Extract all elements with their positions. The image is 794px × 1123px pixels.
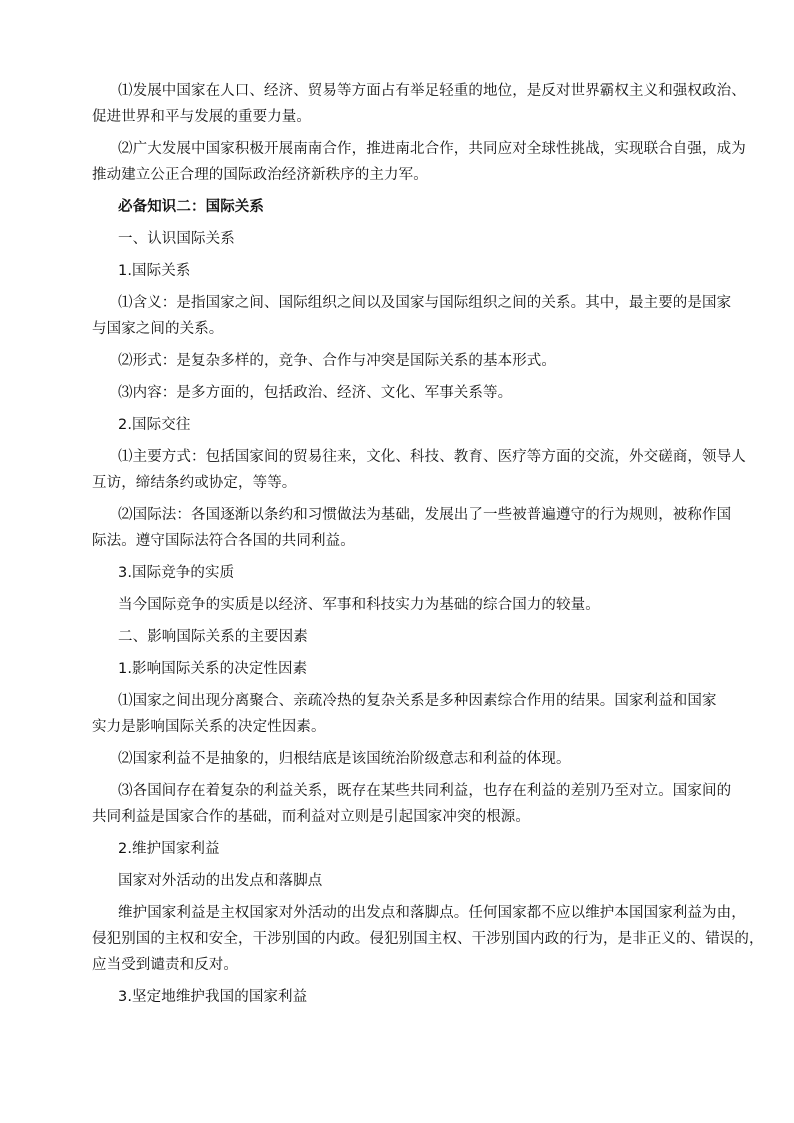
text-line: ⑵广大发展中国家积极开展南南合作，推进南北合作，共同应对全球性挑战，实现联合自强，成为 (118, 141, 746, 157)
text-line: 推动建立公正合理的国际政治经济新秩序的主力军。 (92, 167, 428, 183)
text-line: 促进世界和平与发展的重要力量。 (92, 109, 311, 125)
text-line: ⑴主要方式：包括国家间的贸易往来，文化、科技、教育、医疗等方面的交流，外交磋商，领导人 (118, 449, 746, 465)
section-heading: 必备知识二：国际关系 (118, 199, 264, 215)
text-line: 应当受到谴责和反对。 (92, 957, 238, 973)
paragraph (92, 348, 710, 374)
text-line: 际法。遵守国际法符合各国的共同利益。 (92, 533, 355, 549)
paragraph (92, 592, 710, 618)
text-line: 3.国际竞争的实质 (118, 565, 235, 581)
paragraph (92, 194, 710, 220)
paragraph (92, 380, 710, 406)
text-line: 二、影响国际关系的主要因素 (118, 629, 308, 645)
text-line: 与国家之间的关系。 (92, 321, 224, 337)
paragraph (92, 688, 717, 740)
text-line: 侵犯别国的主权和安全，干涉别国的内政。侵犯别国主权、干涉别国内政的行为，是非正义的、错误的， (92, 931, 764, 947)
text-line: 维护国家利益是主权国家对外活动的出发点和落脚点。任何国家都不应以维护本国国家利益为由， (118, 905, 746, 921)
document-page (92, 78, 764, 1010)
paragraph (92, 836, 710, 862)
paragraph (92, 868, 710, 894)
paragraph (92, 656, 710, 682)
paragraph (92, 136, 746, 188)
paragraph (92, 778, 732, 830)
text-line: 实力是影响国际关系的决定性因素。 (92, 719, 326, 735)
paragraph (92, 746, 710, 772)
text-line: 3.坚定地维护我国的国家利益 (118, 989, 308, 1005)
text-line: 共同利益是国家合作的基础，而利益对立则是引起国家冲突的根源。 (92, 809, 530, 825)
text-line: 1.影响国际关系的决定性因素 (118, 661, 308, 677)
text-line: ⑶各国间存在着复杂的利益关系，既存在某些共同利益，也存在利益的差别乃至对立。国家间的 (118, 783, 732, 799)
text-line: ⑶内容：是多方面的，包括政治、经济、文化、军事关系等。 (118, 385, 513, 401)
text-line: 当今国际竞争的实质是以经济、军事和科技实力为基础的综合国力的较量。 (118, 597, 600, 613)
paragraph (92, 226, 710, 252)
paragraph (92, 984, 710, 1010)
paragraph (92, 290, 732, 342)
text-line: ⑵国家利益不是抽象的，归根结底是该国统治阶级意志和利益的体现。 (118, 751, 571, 767)
paragraph (92, 444, 746, 496)
paragraph (92, 258, 710, 284)
paragraph (92, 900, 764, 978)
paragraph (92, 78, 746, 130)
paragraph (92, 624, 710, 650)
text-line: ⑵形式：是复杂多样的，竞争、合作与冲突是国际关系的基本形式。 (118, 353, 556, 369)
text-line: ⑴发展中国家在人口、经济、贸易等方面占有举足轻重的地位，是反对世界霸权主义和强权政治、 (118, 83, 746, 99)
text-line: ⑴国家之间出现分离聚合、亲疏冷热的复杂关系是多种因素综合作用的结果。国家利益和国家 (118, 693, 717, 709)
paragraph (92, 412, 710, 438)
text-line: 国家对外活动的出发点和落脚点 (118, 873, 323, 889)
text-line: 1.国际关系 (118, 263, 191, 279)
paragraph (92, 560, 710, 586)
paragraph (92, 502, 732, 554)
text-line: ⑵国际法：各国逐渐以条约和习惯做法为基础，发展出了一些被普遍遵守的行为规则，被称作国 (118, 507, 732, 523)
text-line: ⑴含义：是指国家之间、国际组织之间以及国家与国际组织之间的关系。其中，最主要的是国家 (118, 295, 732, 311)
text-line: 2.国际交往 (118, 417, 191, 433)
text-line: 互访，缔结条约或协定，等等。 (92, 475, 297, 491)
text-line: 2.维护国家利益 (118, 841, 220, 857)
text-line: 一、认识国际关系 (118, 231, 235, 247)
